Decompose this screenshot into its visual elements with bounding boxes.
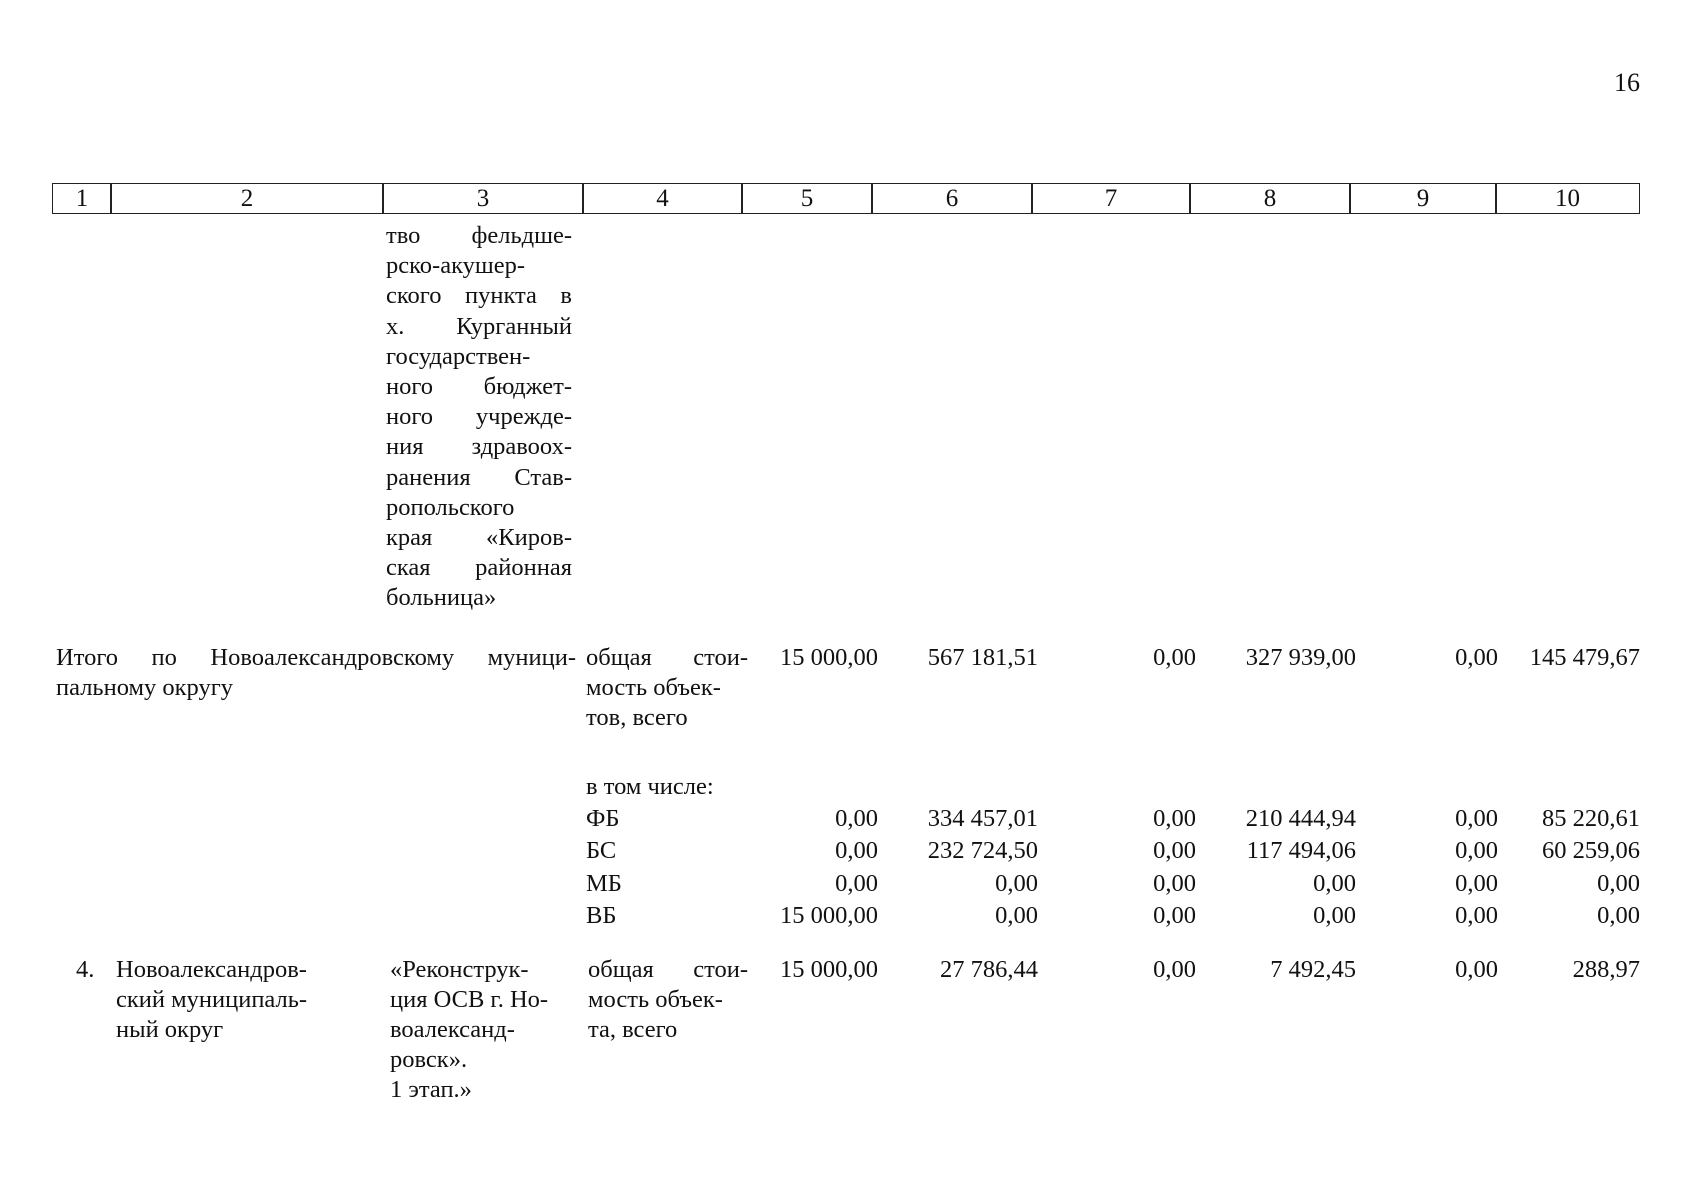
description-line: ного бюджет- bbox=[386, 373, 572, 401]
bs-value-col7: 0,00 bbox=[1153, 837, 1196, 864]
description-line: ская районная bbox=[386, 554, 572, 582]
column-header-6: 6 bbox=[871, 183, 1033, 214]
description-line: государствен- bbox=[386, 342, 531, 370]
continued-object-description bbox=[386, 221, 572, 614]
total-value-col9: 0,00 bbox=[1455, 644, 1498, 671]
vb-value-col10: 0,00 bbox=[1597, 902, 1640, 929]
vb-value-col7: 0,00 bbox=[1153, 902, 1196, 929]
total-value-col8: 327 939,00 bbox=[1245, 644, 1356, 671]
description-line: ропольского bbox=[386, 493, 515, 521]
row4-value-col6: 27 786,44 bbox=[940, 956, 1038, 983]
description-line: тво фельдше- bbox=[386, 222, 572, 249]
column-header-3: 3 bbox=[382, 183, 584, 214]
bs-value-col8: 117 494,06 bbox=[1246, 837, 1356, 864]
vb-value-col5: 15 000,00 bbox=[780, 902, 878, 929]
source-label-mb: МБ bbox=[586, 870, 622, 897]
row4-cost-label: общая стои- мость объек- та, всего bbox=[588, 956, 748, 1043]
bs-value-col5: 0,00 bbox=[835, 837, 878, 864]
column-header-9: 9 bbox=[1349, 183, 1497, 214]
vb-value-col9: 0,00 bbox=[1455, 902, 1498, 929]
fb-value-col5: 0,00 bbox=[835, 805, 878, 832]
mb-value-col9: 0,00 bbox=[1455, 870, 1498, 897]
total-label: Итого по Новоалександровскому муници- пальному округу bbox=[56, 644, 576, 701]
description-line: края «Киров- bbox=[386, 524, 572, 552]
total-cost-label: общая стои- мость объек- тов, всего bbox=[586, 644, 748, 731]
fb-value-col9: 0,00 bbox=[1455, 805, 1498, 832]
vb-value-col8: 0,00 bbox=[1313, 902, 1356, 929]
total-value-col10: 145 479,67 bbox=[1529, 644, 1640, 671]
row4-value-col10: 288,97 bbox=[1572, 956, 1640, 983]
description-line: больница» bbox=[386, 584, 497, 612]
bs-value-col10: 60 259,06 bbox=[1542, 837, 1640, 864]
fb-value-col7: 0,00 bbox=[1153, 805, 1196, 832]
description-line: ранения Став- bbox=[386, 463, 572, 491]
source-label-fb: ФБ bbox=[586, 805, 620, 832]
bs-value-col6: 232 724,50 bbox=[927, 837, 1038, 864]
fb-value-col6: 334 457,01 bbox=[927, 805, 1038, 832]
fb-value-col10: 85 220,61 bbox=[1542, 805, 1640, 832]
column-header-5: 5 bbox=[741, 183, 873, 214]
description-line: х. Курганный bbox=[386, 312, 572, 340]
mb-value-col10: 0,00 bbox=[1597, 870, 1640, 897]
district-name: Новоалександров- ский муниципаль- ный округ bbox=[116, 956, 308, 1043]
page-number: 16 bbox=[1614, 68, 1640, 97]
total-value-col5: 15 000,00 bbox=[780, 644, 878, 671]
total-value-col7: 0,00 bbox=[1153, 644, 1196, 671]
mb-value-col8: 0,00 bbox=[1313, 870, 1356, 897]
object-name: «Реконструк- ция ОСВ г. Но- воалександ- ровск». 1 этап.» bbox=[390, 956, 549, 1103]
mb-value-col5: 0,00 bbox=[835, 870, 878, 897]
column-header-row bbox=[52, 183, 1640, 215]
column-header-1: 1 bbox=[52, 183, 112, 214]
column-header-8: 8 bbox=[1189, 183, 1351, 214]
column-header-7: 7 bbox=[1031, 183, 1191, 214]
column-header-10: 10 bbox=[1495, 183, 1640, 214]
description-line: ния здравоох- bbox=[386, 433, 572, 461]
row-number: 4. bbox=[76, 956, 95, 983]
source-label-vb: ВБ bbox=[586, 902, 617, 929]
row4-value-col7: 0,00 bbox=[1153, 956, 1196, 983]
including-label: в том числе: bbox=[586, 773, 714, 800]
bs-value-col9: 0,00 bbox=[1455, 837, 1498, 864]
row4-value-col5: 15 000,00 bbox=[780, 956, 878, 983]
column-header-4: 4 bbox=[582, 183, 743, 214]
row4-value-col8: 7 492,45 bbox=[1270, 956, 1356, 983]
column-header-2: 2 bbox=[110, 183, 384, 214]
vb-value-col6: 0,00 bbox=[995, 902, 1038, 929]
description-line: ского пункта в bbox=[386, 282, 572, 310]
fb-value-col8: 210 444,94 bbox=[1245, 805, 1356, 832]
total-value-col6: 567 181,51 bbox=[927, 644, 1038, 671]
mb-value-col7: 0,00 bbox=[1153, 870, 1196, 897]
source-label-bs: БС bbox=[586, 837, 617, 864]
description-line: ного учрежде- bbox=[386, 403, 572, 431]
mb-value-col6: 0,00 bbox=[995, 870, 1038, 897]
row4-value-col9: 0,00 bbox=[1455, 956, 1498, 983]
description-line: рско-акушер- bbox=[386, 252, 526, 280]
